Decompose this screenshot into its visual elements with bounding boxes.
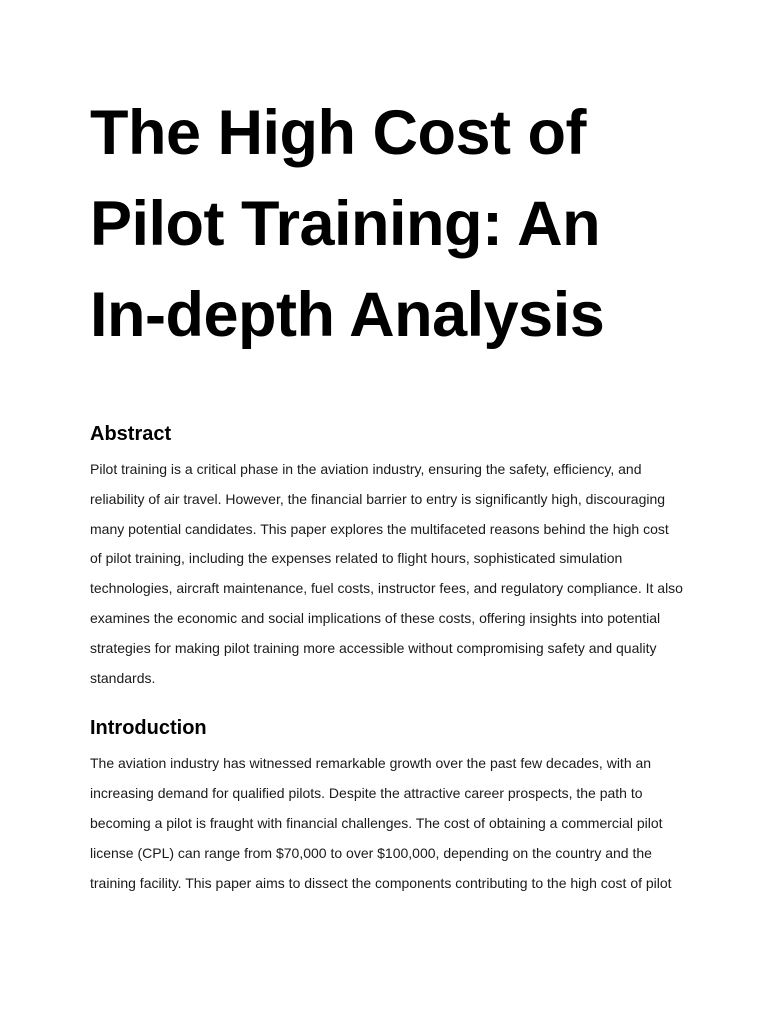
text-line: becoming a pilot is fraught with financial challenges. The cost of obtaining a commercial pilot (90, 814, 663, 831)
document-title (90, 88, 690, 361)
text-line: standards. (90, 669, 156, 686)
title-line: Pilot Training: An (90, 189, 601, 259)
text-line: of pilot training, including the expenses related to flight hours, sophisticated simulation (90, 550, 623, 567)
title-line: The High Cost of (90, 98, 586, 168)
text-line: Pilot training is a critical phase in the aviation industry, ensuring the safety, efficiency, and (90, 461, 642, 477)
document-page (90, 88, 690, 898)
introduction-heading: Introduction (90, 717, 207, 740)
text-line: training facility. This paper aims to dissect the components contributing to the high cost of pilot (90, 874, 672, 891)
text-line: many potential candidates. This paper explores the multifaceted reasons behind the high cost (90, 520, 669, 537)
text-line: increasing demand for qualified pilots. Despite the attractive career prospects, the path to (90, 785, 643, 802)
text-line: strategies for making pilot training more accessible without compromising safety and quality (90, 639, 657, 656)
text-line: technologies, aircraft maintenance, fuel costs, instructor fees, and regulatory compliance. It also (90, 580, 683, 597)
introduction-section (90, 715, 690, 898)
abstract-heading: Abstract (90, 423, 172, 445)
text-line: reliability of air travel. However, the financial barrier to entry is significantly high, discouraging (90, 490, 666, 507)
introduction-paragraph (90, 749, 690, 898)
text-line: license (CPL) can range from $70,000 to over $100,000, depending on the country and the (90, 844, 652, 861)
title-line: In-depth Analysis (90, 280, 605, 350)
text-line: examines the economic and social implications of these costs, offering insights into potential (90, 609, 661, 626)
abstract-paragraph (90, 455, 690, 693)
text-line: The aviation industry has witnessed remarkable growth over the past few decades, with an (90, 755, 652, 772)
abstract-section (90, 421, 690, 693)
